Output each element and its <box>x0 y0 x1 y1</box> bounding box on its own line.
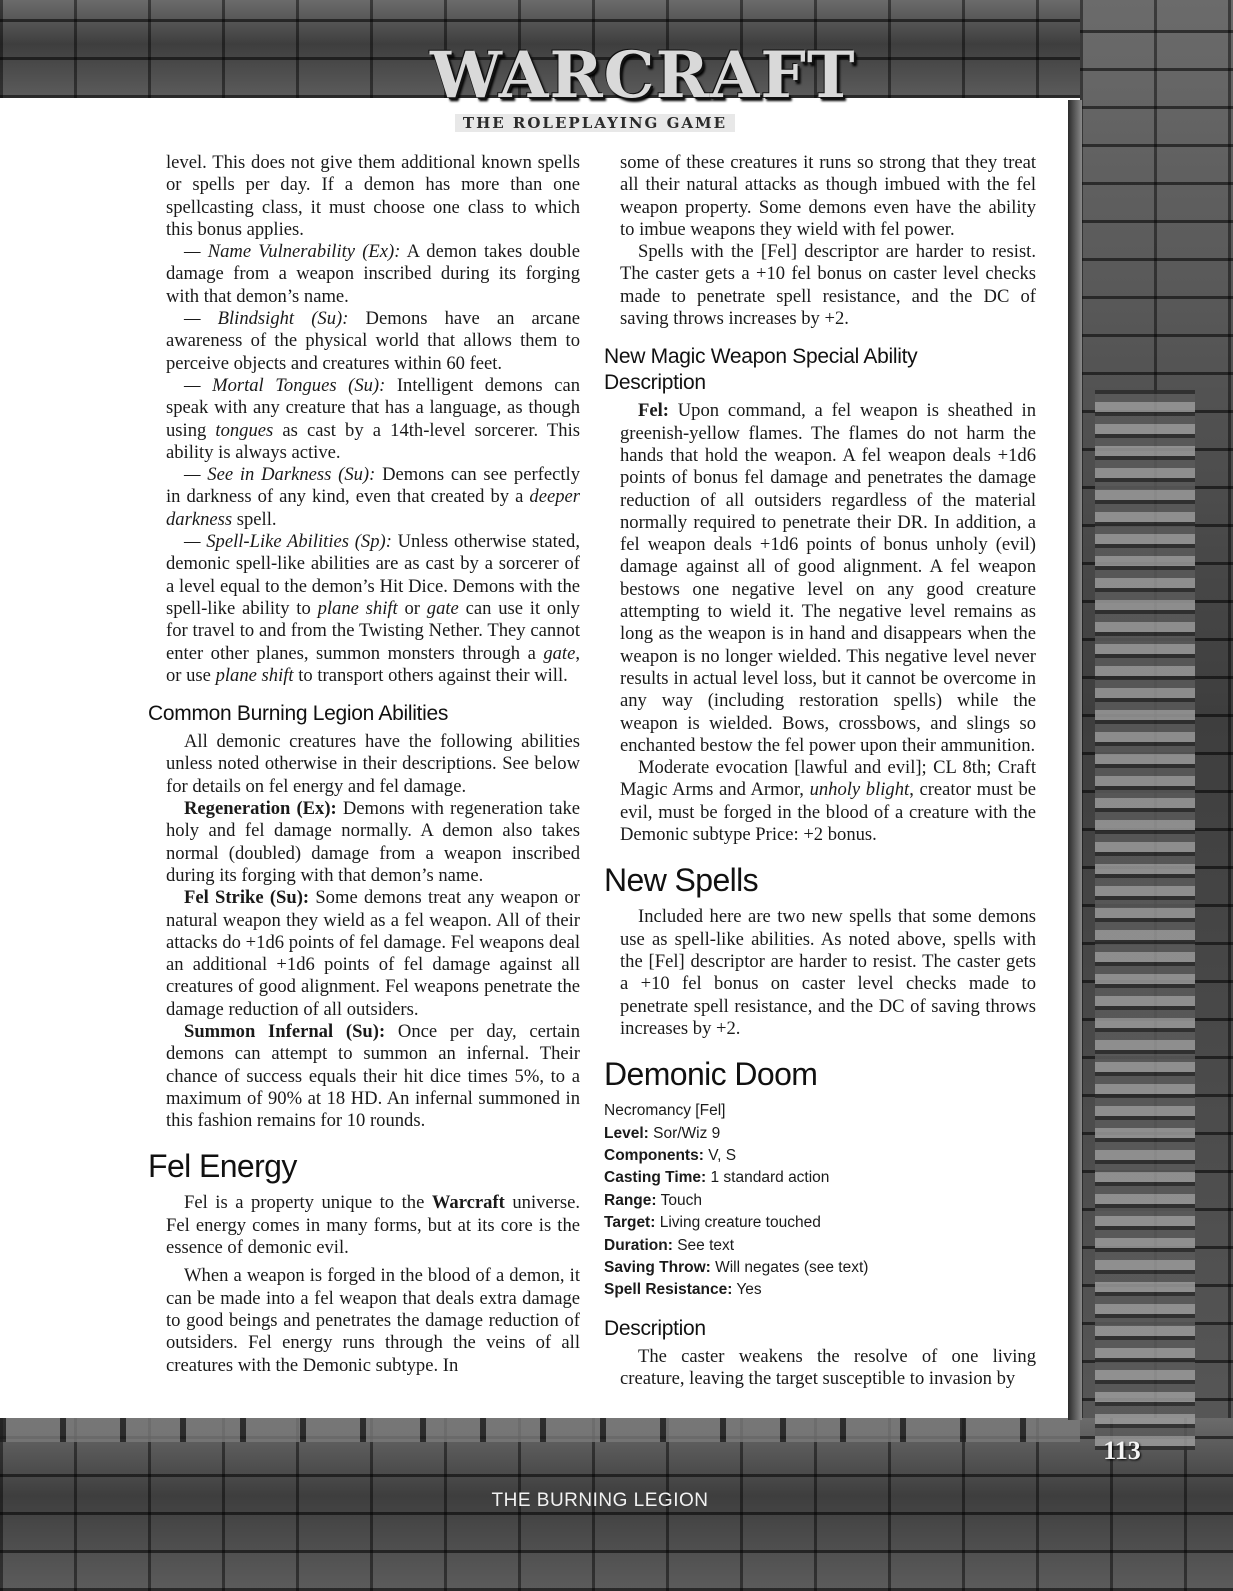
paragraph: Fel Strike (Su): Some demons treat any weapon or natural weapon they wield as a fel weapon. All of their attacks do +1d6 points of fel damage. Fel weapons deal an additional +1d6 points of fel damage against all creatures of good alignment. Fel weapons penetrate the damage reduction of all outsiders. <box>166 887 580 1020</box>
paragraph: Spells with the [Fel] descriptor are harder to resist. The caster gets a +10 fel bonus on caster level checks made to penetrate spell resistance, and the DC of saving throws increases by +2. <box>620 241 1036 330</box>
right-column <box>604 152 1036 1390</box>
paragraph: level. This does not give them additional known spells or spells per day. If a demon has more than one spellcasting class, it must choose one class to which this bonus applies. <box>166 152 580 240</box>
section-heading-fel-energy: Fel Energy <box>148 1148 297 1185</box>
stat-line: Spell Resistance: Yes <box>604 1281 762 1299</box>
paragraph: — Blindsight (Su): Demons have an arcane awareness of the physical world that allows them to perceive objects and creatures within 60 feet. <box>166 308 580 374</box>
paragraph: Summon Infernal (Su): Once per day, certain demons can attempt to summon an infernal. Their chance of success equals their hit dice times 5%, to a maximum of 90% at 18 HD. An infernal summoned in this fashion remains for 10 rounds. <box>166 1020 580 1132</box>
left-column <box>148 152 580 1377</box>
paragraph: Moderate evocation [lawful and evil]; CL 8th; Craft Magic Arms and Armor, unholy blight, creator must be evil, must be forged in the blood of a creature with the Demonic subtype Price: +2 bonus. <box>620 757 1036 846</box>
paragraph: All demonic creatures have the following abilities unless noted otherwise in their descriptions. See below for details on fel energy and fel damage. <box>166 731 580 797</box>
stat-line: Necromancy [Fel] <box>604 1102 726 1120</box>
section-heading-common-abilities: Common Burning Legion Abilities <box>148 702 449 726</box>
logo-subtitle: THE ROLEPLAYING GAME <box>455 114 735 132</box>
section-heading-demonic-doom: Demonic Doom <box>604 1056 818 1093</box>
heading-line: Description <box>604 371 706 395</box>
stat-line: Saving Throw: Will negates (see text) <box>604 1258 869 1276</box>
paragraph: Fel: Upon command, a fel weapon is sheathed in greenish-yellow flames. The flames do not harm the hands that hold the weapon. A fel weapon deals +1d6 points of bonus fel damage and penetrates the damage reduction of all outsiders regardless of the material normally required to penetrate their DR. In addition, a fel weapon deals +1d6 points of bonus unholy (evil) damage against all of good alignment. A fel weapon bestows one negative level on any good creature attempting to wield it. The negative level remains as long as the weapon is in hand and disappears when the weapon is no longer wielded. This negative level never results in actual level loss, but it cannot be overcome in any way (including restoration spells) while the weapon is wielded. Bows, crossbows, and slings so enchanted bestow the fel power upon their ammunition. <box>620 400 1036 756</box>
paragraph: — Mortal Tongues (Su): Intelligent demons can speak with any creature that has a language, as though using tongues as cast by a 14th-level sorcerer. This ability is always active. <box>166 374 580 463</box>
paragraph: Fel is a property unique to the Warcraft universe. Fel energy comes in many forms, but at its core is the essence of demonic evil. <box>166 1192 580 1259</box>
brick-trim <box>0 1418 1080 1442</box>
page-edge-shadow <box>1068 100 1082 1420</box>
section-heading-new-spells: New Spells <box>604 862 759 899</box>
warcraft-logo <box>430 38 856 140</box>
paragraph: The caster weakens the resolve of one living creature, leaving the target susceptible to invasion by <box>620 1345 1036 1390</box>
paragraph: — Spell-Like Abilities (Sp): Unless otherwise stated, demonic spell-like abilities are as cast by a sorcerer of a level equal to the demon’s Hit Dice. Demons with the spell-like ability to plane shift or gate can use it only for travel to and from the Twisting Nether. They cannot enter other planes, summon monsters through a gate, or use plane shift to transport others against their will. <box>166 531 580 686</box>
section-heading-magic-weapon <box>604 344 1036 396</box>
paragraph: Regeneration (Ex): Demons with regeneration take holy and fel damage normally. A demon also takes normal (doubled) damage from a weapon inscribed during its forging with that demon’s name. <box>166 798 580 886</box>
stat-line: Level: Sor/Wiz 9 <box>604 1124 721 1142</box>
paragraph: some of these creatures it runs so strong that they treat all their natural attacks as though imbued with the fel weapon property. Some demons even have the ability to imbue weapons they wield with fel power. <box>620 152 1036 240</box>
stat-line: Range: Touch <box>604 1191 702 1209</box>
spell-stat-block <box>604 1100 1036 1302</box>
stat-line: Duration: See text <box>604 1236 735 1254</box>
stat-line: Target: Living creature touched <box>604 1214 821 1232</box>
stat-line: Casting Time: 1 standard action <box>604 1169 830 1187</box>
logo-title: WARCRAFT <box>430 38 856 113</box>
stat-line: Components: V, S <box>604 1146 737 1164</box>
chapter-title: THE BURNING LEGION <box>491 1490 709 1511</box>
paragraph: — Name Vulnerability (Ex): A demon takes double damage from a weapon inscribed during its forging with that demon’s name. <box>166 241 580 307</box>
stone-ledge <box>1095 390 1195 1450</box>
paragraph: Included here are two new spells that some demons use as spell-like abilities. As noted above, spells with the [Fel] descriptor are harder to resist. The caster gets a +10 fel bonus on caster level checks made to penetrate spell resistance, and the DC of saving throws increases by +2. <box>620 906 1036 1039</box>
paragraph: When a weapon is forged in the blood of a demon, it can be made into a fel weapon that deals extra damage to good beings and penetrates the damage reduction of outsiders. Fel energy runs through the veins of all creatures with the Demonic subtype. In <box>166 1265 580 1376</box>
page-number: 113 <box>1103 1436 1141 1465</box>
heading-line: New Magic Weapon Special Ability <box>604 345 918 369</box>
paragraph: — See in Darkness (Su): Demons can see perfectly in darkness of any kind, even that created by a deeper darkness spell. <box>166 464 580 530</box>
section-heading-description: Description <box>604 1316 706 1340</box>
